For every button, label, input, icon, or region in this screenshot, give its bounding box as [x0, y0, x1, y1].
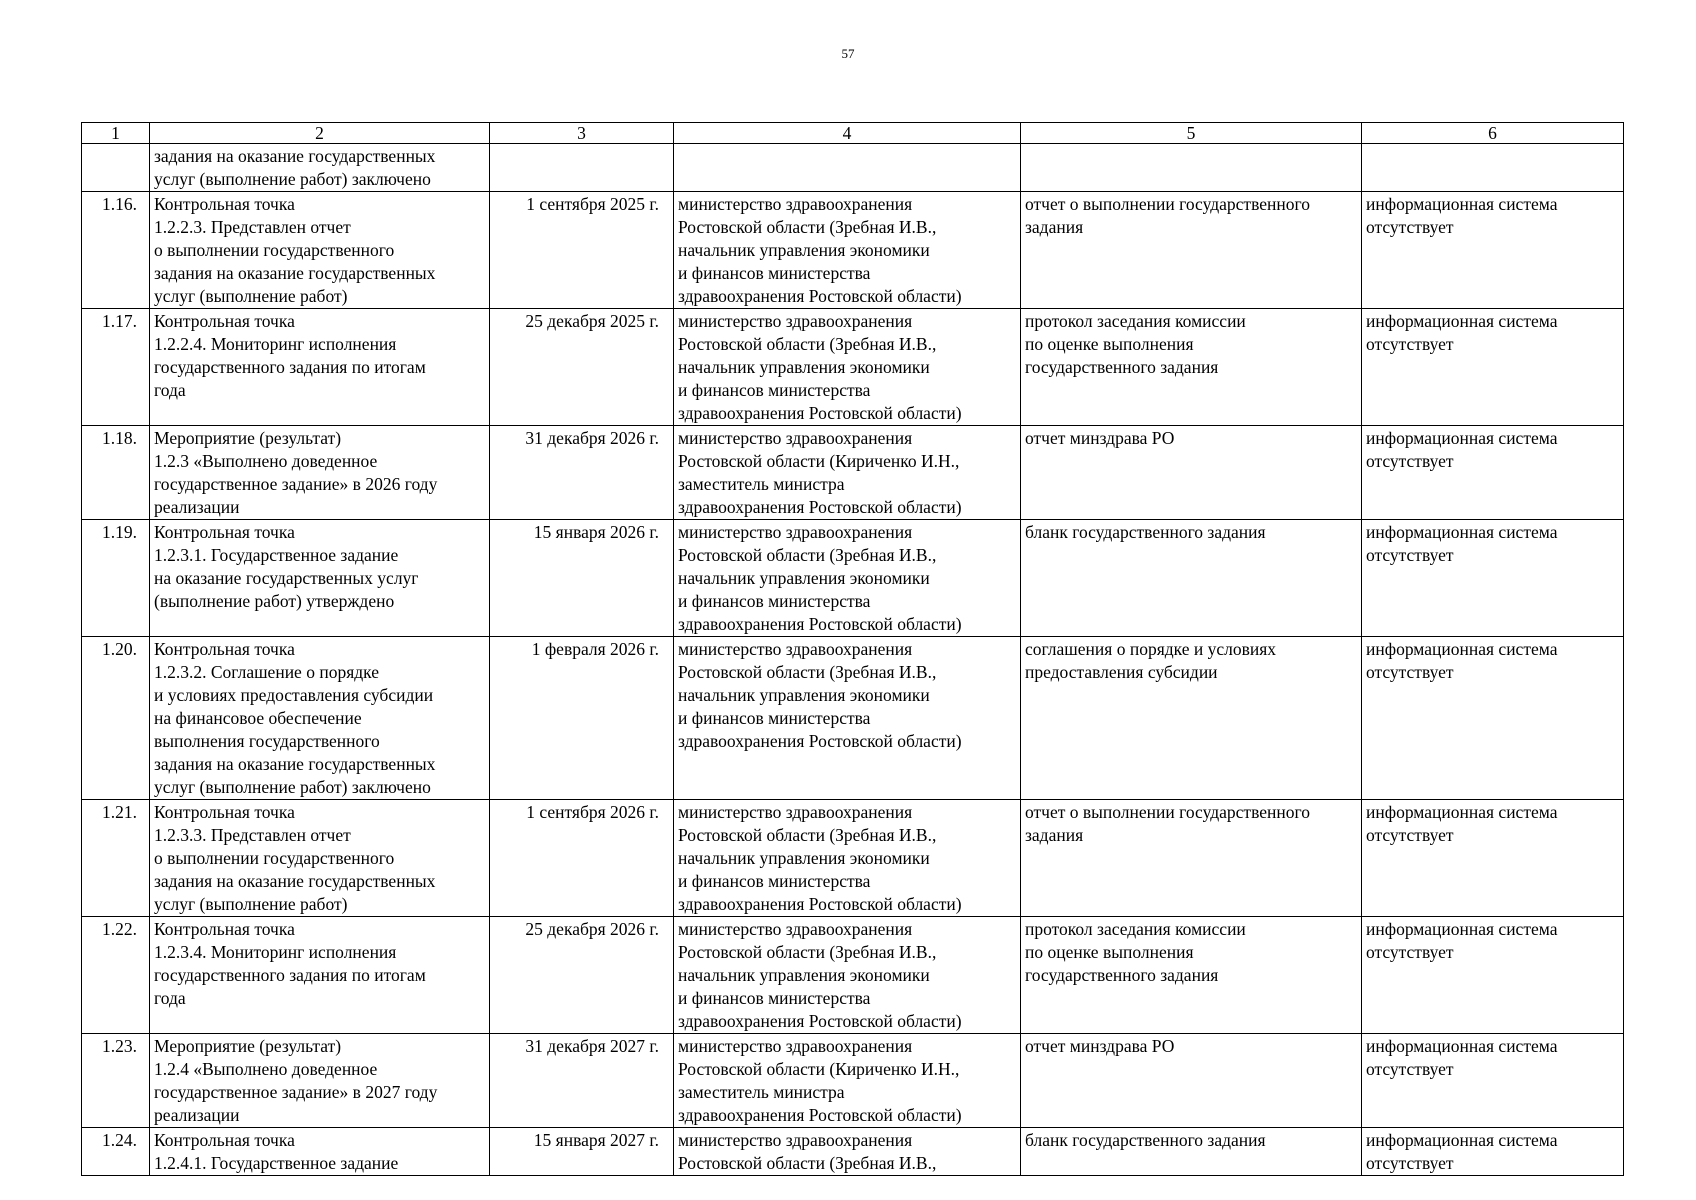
responsible-party-line: министерство здравоохранения [678, 1036, 913, 1056]
due-date-cell: 1 сентября 2026 г. [490, 800, 674, 917]
responsible-party-line: и финансов министерства [678, 871, 871, 891]
responsible-party-line: начальник управления экономики [678, 848, 930, 868]
activity-name-line: услуг (выполнение работ) [154, 894, 348, 914]
due-date-cell: 31 декабря 2027 г. [490, 1034, 674, 1128]
responsible-party-line: Ростовской области (Зребная И.В., [678, 545, 937, 565]
activity-name-line: года [154, 988, 186, 1008]
information-system-line: отсутствует [1366, 1059, 1454, 1079]
row-number-cell: 1.22. [82, 917, 150, 1034]
responsible-party-line: министерство здравоохранения [678, 194, 913, 214]
evidence-document-line: задания [1025, 217, 1084, 237]
activity-name-cell [150, 309, 490, 426]
information-system-line: информационная система [1366, 428, 1558, 448]
activity-name-line: 1.2.3.2. Соглашение о порядке [154, 662, 379, 682]
information-system-line: информационная система [1366, 802, 1558, 822]
responsible-party-line: здравоохранения Ростовской области) [678, 894, 962, 914]
evidence-document-line: государственного задания [1025, 965, 1219, 985]
activity-name-line: 1.2.3.4. Мониторинг исполнения [154, 942, 397, 962]
evidence-document-cell [1021, 426, 1362, 520]
information-system-line: отсутствует [1366, 942, 1454, 962]
due-date-cell [490, 144, 674, 192]
responsible-party-cell [674, 192, 1021, 309]
plan-table [81, 122, 1624, 1176]
activity-name-line: Контрольная точка [154, 639, 295, 659]
activity-name-line: выполнения государственного [154, 731, 380, 751]
evidence-document-line: бланк государственного задания [1025, 1130, 1266, 1150]
responsible-party-line: здравоохранения Ростовской области) [678, 1105, 962, 1125]
table-row [82, 192, 1624, 309]
activity-name-line: (выполнение работ) утверждено [154, 591, 395, 611]
evidence-document-line: отчет минздрава РО [1025, 428, 1175, 448]
activity-name-line: о выполнении государственного [154, 240, 395, 260]
activity-name-line: услуг (выполнение работ) заключено [154, 777, 431, 797]
responsible-party-line: министерство здравоохранения [678, 522, 913, 542]
row-number-cell: 1.16. [82, 192, 150, 309]
responsible-party-line: и финансов министерства [678, 380, 871, 400]
responsible-party-line: заместитель министра [678, 1082, 845, 1102]
activity-name-line: и условиях предоставления субсидии [154, 685, 434, 705]
activity-name-line: государственное задание» в 2026 году [154, 474, 438, 494]
evidence-document-line: задания [1025, 825, 1084, 845]
responsible-party-line: и финансов министерства [678, 988, 871, 1008]
table-row [82, 309, 1624, 426]
responsible-party-line: здравоохранения Ростовской области) [678, 497, 962, 517]
activity-name-cell [150, 1034, 490, 1128]
responsible-party-cell [674, 309, 1021, 426]
information-system-cell [1362, 426, 1624, 520]
responsible-party-line: министерство здравоохранения [678, 311, 913, 331]
information-system-line: отсутствует [1366, 825, 1454, 845]
table-row [82, 1128, 1624, 1176]
information-system-line: отсутствует [1366, 662, 1454, 682]
evidence-document-line: государственного задания [1025, 357, 1219, 377]
information-system-cell [1362, 1128, 1624, 1176]
information-system-line: отсутствует [1366, 334, 1454, 354]
responsible-party-line: и финансов министерства [678, 263, 871, 283]
activity-name-line: услуг (выполнение работ) [154, 286, 348, 306]
responsible-party-cell [674, 1034, 1021, 1128]
due-date-cell: 31 декабря 2026 г. [490, 426, 674, 520]
evidence-document-cell [1021, 309, 1362, 426]
activity-name-cell [150, 917, 490, 1034]
activity-name-line: задания на оказание государственных [154, 146, 436, 166]
table-row [82, 917, 1624, 1034]
activity-name-line: государственного задания по итогам [154, 357, 426, 377]
information-system-line: информационная система [1366, 522, 1558, 542]
row-number-cell: 1.18. [82, 426, 150, 520]
responsible-party-line: Ростовской области (Кириченко И.Н., [678, 1059, 960, 1079]
row-number-cell: 1.19. [82, 520, 150, 637]
activity-name-line: задания на оказание государственных [154, 871, 436, 891]
evidence-document-cell [1021, 637, 1362, 800]
activity-name-line: 1.2.4.1. Государственное задание [154, 1153, 399, 1173]
table-row [82, 1034, 1624, 1128]
activity-name-line: Мероприятие (результат) [154, 1036, 342, 1056]
due-date-cell: 15 января 2027 г. [490, 1128, 674, 1176]
information-system-cell [1362, 800, 1624, 917]
responsible-party-line: Ростовской области (Зребная И.В., [678, 942, 937, 962]
table-row [82, 637, 1624, 800]
column-header: 4 [674, 123, 1021, 144]
column-header: 6 [1362, 123, 1624, 144]
evidence-document-line: предоставления субсидии [1025, 662, 1218, 682]
responsible-party-cell [674, 426, 1021, 520]
information-system-cell [1362, 192, 1624, 309]
evidence-document-line: соглашения о порядке и условиях [1025, 639, 1277, 659]
activity-name-line: задания на оказание государственных [154, 754, 436, 774]
evidence-document-line: отчет минздрава РО [1025, 1036, 1175, 1056]
information-system-line: отсутствует [1366, 545, 1454, 565]
responsible-party-line: здравоохранения Ростовской области) [678, 1011, 962, 1031]
responsible-party-line: Ростовской области (Зребная И.В., [678, 217, 937, 237]
responsible-party-line: министерство здравоохранения [678, 802, 913, 822]
due-date-cell: 25 декабря 2026 г. [490, 917, 674, 1034]
information-system-line: отсутствует [1366, 217, 1454, 237]
responsible-party-line: министерство здравоохранения [678, 428, 913, 448]
responsible-party-line: и финансов министерства [678, 591, 871, 611]
responsible-party-cell [674, 520, 1021, 637]
activity-name-line: 1.2.2.3. Представлен отчет [154, 217, 351, 237]
responsible-party-cell [674, 144, 1021, 192]
evidence-document-line: бланк государственного задания [1025, 522, 1266, 542]
activity-name-cell [150, 192, 490, 309]
evidence-document-line: протокол заседания комиссии [1025, 311, 1246, 331]
activity-name-cell [150, 520, 490, 637]
responsible-party-line: здравоохранения Ростовской области) [678, 403, 962, 423]
responsible-party-line: начальник управления экономики [678, 240, 930, 260]
activity-name-line: на финансовое обеспечение [154, 708, 362, 728]
responsible-party-cell [674, 800, 1021, 917]
activity-name-line: 1.2.3.1. Государственное задание [154, 545, 399, 565]
evidence-document-cell [1021, 800, 1362, 917]
information-system-line: информационная система [1366, 639, 1558, 659]
information-system-line: отсутствует [1366, 451, 1454, 471]
activity-name-cell [150, 426, 490, 520]
evidence-document-line: протокол заседания комиссии [1025, 919, 1246, 939]
due-date-cell: 25 декабря 2025 г. [490, 309, 674, 426]
information-system-cell [1362, 144, 1624, 192]
responsible-party-line: здравоохранения Ростовской области) [678, 731, 962, 751]
activity-name-line: государственного задания по итогам [154, 965, 426, 985]
information-system-cell [1362, 1034, 1624, 1128]
evidence-document-cell [1021, 1128, 1362, 1176]
responsible-party-line: Ростовской области (Кириченко И.Н., [678, 451, 960, 471]
information-system-cell [1362, 520, 1624, 637]
information-system-line: информационная система [1366, 194, 1558, 214]
information-system-line: информационная система [1366, 1130, 1558, 1150]
row-number-cell: 1.23. [82, 1034, 150, 1128]
information-system-cell [1362, 917, 1624, 1034]
activity-name-cell [150, 800, 490, 917]
activity-name-line: 1.2.2.4. Мониторинг исполнения [154, 334, 397, 354]
evidence-document-line: отчет о выполнении государственного [1025, 194, 1310, 214]
evidence-document-cell [1021, 917, 1362, 1034]
responsible-party-line: министерство здравоохранения [678, 639, 913, 659]
column-header: 2 [150, 123, 490, 144]
activity-name-line: Контрольная точка [154, 919, 295, 939]
evidence-document-line: отчет о выполнении государственного [1025, 802, 1310, 822]
activity-name-cell [150, 637, 490, 800]
responsible-party-line: начальник управления экономики [678, 685, 930, 705]
activity-name-line: Мероприятие (результат) [154, 428, 342, 448]
information-system-cell [1362, 309, 1624, 426]
row-number-cell: 1.17. [82, 309, 150, 426]
information-system-line: отсутствует [1366, 1153, 1454, 1173]
activity-name-line: реализации [154, 1105, 240, 1125]
responsible-party-line: здравоохранения Ростовской области) [678, 614, 962, 634]
activity-name-line: о выполнении государственного [154, 848, 395, 868]
responsible-party-line: Ростовской области (Зребная И.В., [678, 1153, 937, 1173]
information-system-line: информационная система [1366, 919, 1558, 939]
responsible-party-line: заместитель министра [678, 474, 845, 494]
activity-name-line: года [154, 380, 186, 400]
activity-name-line: Контрольная точка [154, 522, 295, 542]
responsible-party-line: министерство здравоохранения [678, 1130, 913, 1150]
evidence-document-cell [1021, 192, 1362, 309]
row-number-cell: 1.21. [82, 800, 150, 917]
table-row [82, 800, 1624, 917]
activity-name-line: государственное задание» в 2027 году [154, 1082, 438, 1102]
responsible-party-cell [674, 1128, 1021, 1176]
table-row [82, 144, 1624, 192]
due-date-cell: 1 февраля 2026 г. [490, 637, 674, 800]
evidence-document-line: по оценке выполнения [1025, 334, 1194, 354]
information-system-cell [1362, 637, 1624, 800]
row-number-cell: 1.20. [82, 637, 150, 800]
activity-name-line: реализации [154, 497, 240, 517]
responsible-party-line: начальник управления экономики [678, 357, 930, 377]
table-header-row [82, 123, 1624, 144]
responsible-party-cell [674, 917, 1021, 1034]
activity-name-line: Контрольная точка [154, 194, 295, 214]
activity-name-line: на оказание государственных услуг [154, 568, 419, 588]
page-number: 57 [841, 46, 855, 61]
activity-name-cell [150, 1128, 490, 1176]
table-row [82, 520, 1624, 637]
column-header: 5 [1021, 123, 1362, 144]
activity-name-cell [150, 144, 490, 192]
responsible-party-cell [674, 637, 1021, 800]
evidence-document-cell [1021, 520, 1362, 637]
row-number-cell: 1.24. [82, 1128, 150, 1176]
responsible-party-line: Ростовской области (Зребная И.В., [678, 825, 937, 845]
responsible-party-line: и финансов министерства [678, 708, 871, 728]
due-date-cell: 15 января 2026 г. [490, 520, 674, 637]
evidence-document-cell [1021, 1034, 1362, 1128]
activity-name-line: Контрольная точка [154, 802, 295, 822]
information-system-line: информационная система [1366, 1036, 1558, 1056]
column-header: 3 [490, 123, 674, 144]
responsible-party-line: здравоохранения Ростовской области) [678, 286, 962, 306]
evidence-document-cell [1021, 144, 1362, 192]
activity-name-line: 1.2.4 «Выполнено доведенное [154, 1059, 378, 1079]
row-number-cell [82, 144, 150, 192]
responsible-party-line: министерство здравоохранения [678, 919, 913, 939]
responsible-party-line: Ростовской области (Зребная И.В., [678, 334, 937, 354]
responsible-party-line: Ростовской области (Зребная И.В., [678, 662, 937, 682]
table-row [82, 426, 1624, 520]
column-header: 1 [82, 123, 150, 144]
activity-name-line: Контрольная точка [154, 311, 295, 331]
activity-name-line: 1.2.3.3. Представлен отчет [154, 825, 351, 845]
activity-name-line: Контрольная точка [154, 1130, 295, 1150]
responsible-party-line: начальник управления экономики [678, 568, 930, 588]
activity-name-line: задания на оказание государственных [154, 263, 436, 283]
activity-name-line: услуг (выполнение работ) заключено [154, 169, 431, 189]
responsible-party-line: начальник управления экономики [678, 965, 930, 985]
due-date-cell: 1 сентября 2025 г. [490, 192, 674, 309]
information-system-line: информационная система [1366, 311, 1558, 331]
activity-name-line: 1.2.3 «Выполнено доведенное [154, 451, 378, 471]
evidence-document-line: по оценке выполнения [1025, 942, 1194, 962]
